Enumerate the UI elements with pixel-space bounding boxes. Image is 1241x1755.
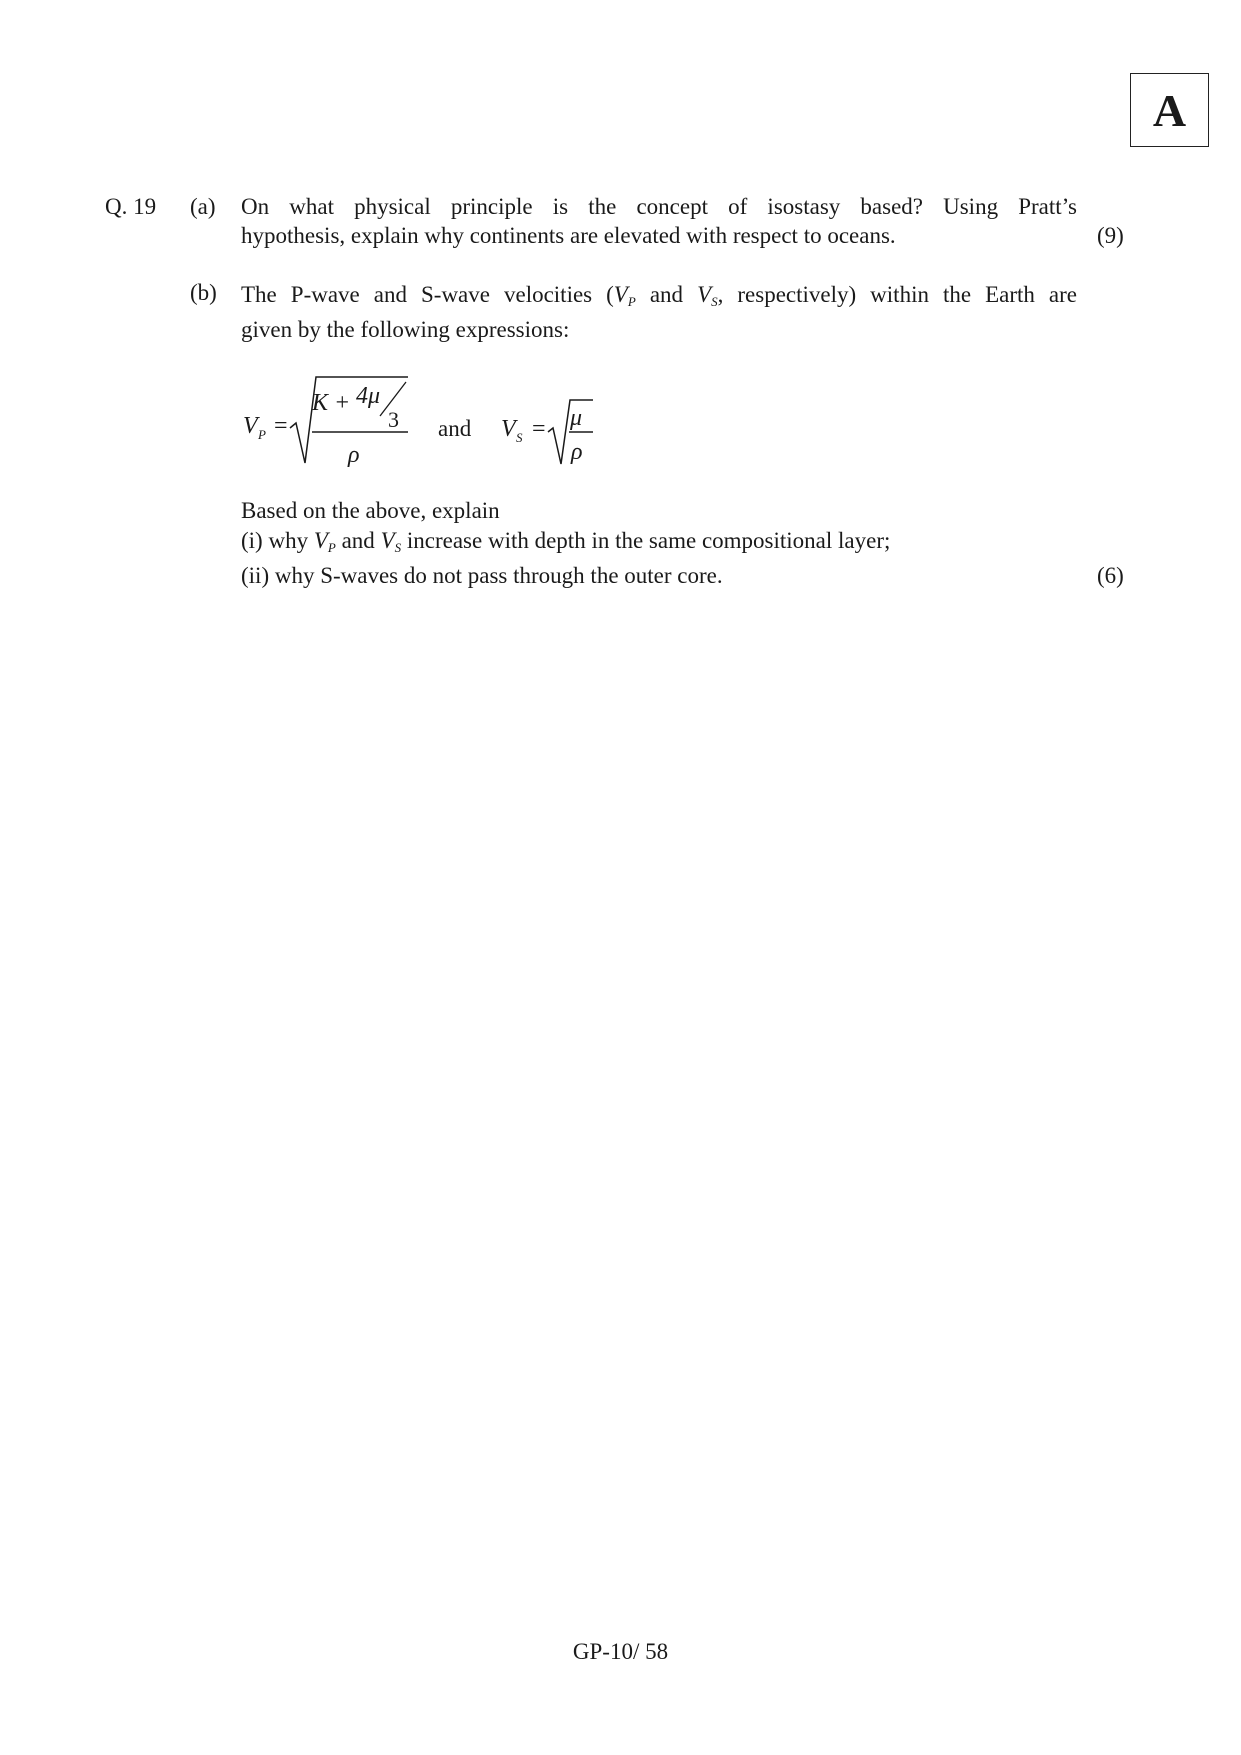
vp-numerator-k: K + bbox=[312, 390, 351, 416]
vs-equals: = bbox=[532, 416, 546, 442]
page-footer: GP-10/ 58 bbox=[572, 1639, 669, 1664]
vs-numerator-mu: μ bbox=[570, 405, 583, 431]
vp-subscript: P bbox=[258, 427, 266, 442]
question-set-box bbox=[1130, 73, 1209, 147]
vp-numerator-three: 3 bbox=[388, 407, 399, 432]
vp-numerator-four-mu: 4μ bbox=[356, 383, 381, 409]
part-b-intro-line2: given by the following expressions: bbox=[241, 317, 570, 342]
part-a-line2: hypothesis, explain why continents are elevated with respect to oceans. bbox=[241, 223, 896, 248]
part-a-marks: (9) bbox=[1097, 223, 1124, 248]
formula-and: and bbox=[438, 416, 472, 441]
vp-equals: = bbox=[274, 413, 288, 439]
vp-denominator-rho: ρ bbox=[348, 442, 360, 468]
part-b-intro-line1: The P-wave and S-wave velocities ($V_P$ and $V_S$, respectively) within the Earth are bbox=[241, 282, 1077, 309]
based-on-line: Based on the above, explain bbox=[241, 498, 500, 523]
question-number: Q. 19 bbox=[105, 194, 157, 219]
vs-subscript: S bbox=[516, 430, 523, 445]
velocity-formulas bbox=[230, 368, 610, 468]
part-a-label: (a) bbox=[190, 194, 216, 219]
vp-symbol: V bbox=[243, 413, 258, 439]
part-b-label: (b) bbox=[190, 280, 217, 305]
item-ii: (ii) why S-waves do not pass through the outer core. bbox=[241, 563, 723, 588]
set-label: A bbox=[1152, 84, 1187, 136]
part-a-line1: On what physical principle is the concept of isostasy based? Using Pratt’s bbox=[241, 194, 1077, 219]
item-i: (i) why $V_P$ and $V_S$ increase with depth in the same compositional layer; bbox=[241, 528, 891, 555]
part-b-marks: (6) bbox=[1097, 563, 1124, 588]
vs-denominator-rho: ρ bbox=[571, 439, 583, 465]
vs-symbol: V bbox=[501, 416, 516, 442]
